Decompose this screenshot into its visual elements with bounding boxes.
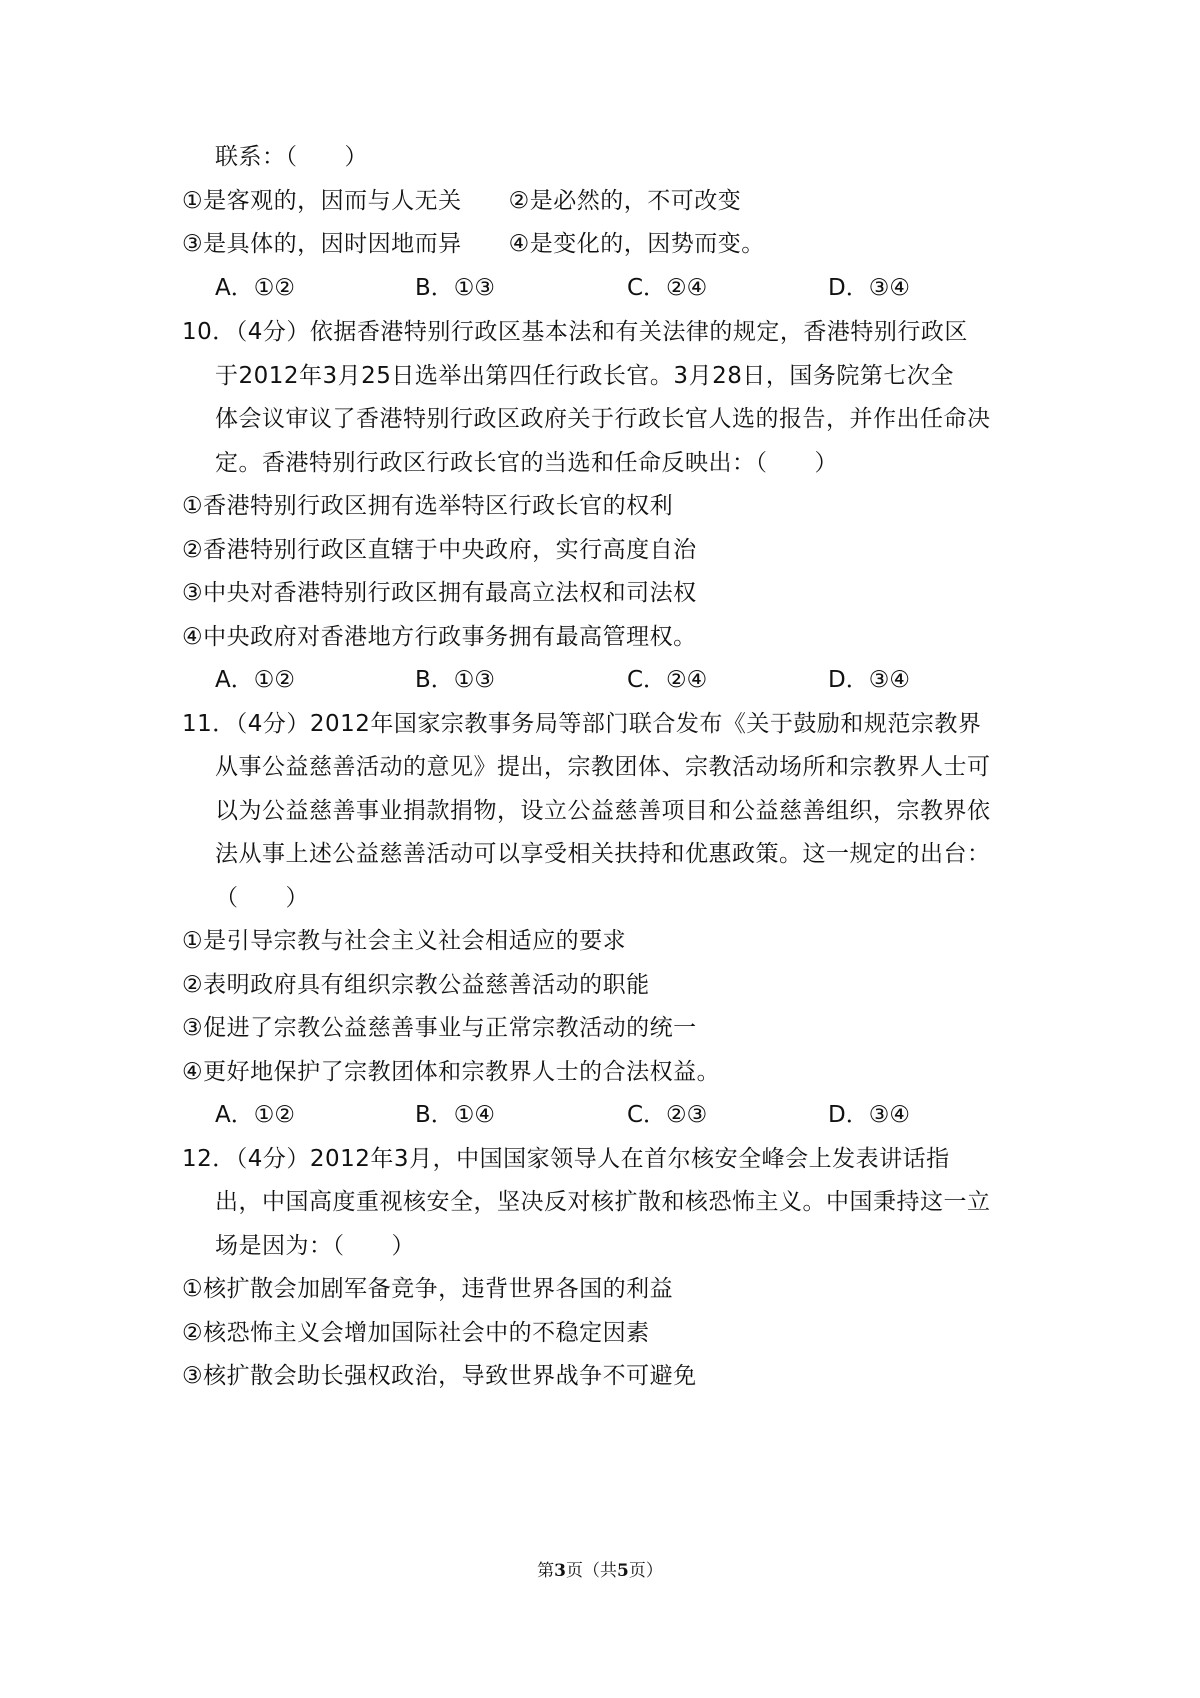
q11-choice-b[interactable]: B．①④: [415, 1102, 496, 1128]
q11-stem-line: 以为公益慈善事业捐款捐物，设立公益慈善项目和公益慈善组织，宗教界依: [215, 798, 991, 824]
q12-statement-3: ③核扩散会助长强权政治，导致世界战争不可避免: [182, 1363, 697, 1389]
q10-stem-line: 定。香港特别行政区行政长官的当选和任命反映出：（ ）: [215, 450, 838, 476]
q11-stem-line: 从事公益慈善活动的意见》提出，宗教团体、宗教活动场所和宗教界人士可: [215, 754, 991, 780]
q10-stem-line: 体会议审议了香港特别行政区政府关于行政长官人选的报告，并作出任命决: [215, 406, 991, 432]
q10-stem-line: 10．（4分）依据香港特别行政区基本法和有关法律的规定，香港特别行政区: [182, 319, 968, 345]
q10-statement-2: ②香港特别行政区直辖于中央政府，实行高度自治: [182, 537, 697, 563]
q12-stem-line: 出，中国高度重视核安全，坚决反对核扩散和核恐怖主义。中国秉持这一立: [215, 1189, 991, 1215]
q11-statement-4: ④更好地保护了宗教团体和宗教界人士的合法权益。: [182, 1059, 721, 1085]
footer-page-number: 3: [554, 1561, 566, 1581]
q11-stem-line: 11．（4分）2012年国家宗教事务局等部门联合发布《关于鼓励和规范宗教界: [182, 711, 982, 737]
q9-choice-b[interactable]: B．①③: [415, 275, 496, 301]
q9-stem-tail: 联系：（ ）: [215, 144, 368, 170]
q9-statement-line: ①是客观的，因而与人无关 ②是必然的，不可改变: [182, 188, 742, 214]
q10-stem-line: 于2012年3月25日选举出第四任行政长官。3月28日，国务院第七次全: [215, 363, 954, 389]
q10-statement-1: ①香港特别行政区拥有选举特区行政长官的权利: [182, 493, 674, 519]
q9-choice-c[interactable]: C．②④: [627, 275, 708, 301]
q11-stem-line: （ ）: [215, 885, 309, 911]
q10-choice-d[interactable]: D．③④: [828, 667, 910, 693]
q9-statement-line: ③是具体的，因时因地而异 ④是变化的，因势而变。: [182, 231, 765, 257]
footer-total-pages: 5: [617, 1561, 629, 1581]
footer-suffix: 页）: [628, 1561, 663, 1581]
q10-answer-choices: [215, 665, 935, 695]
q9-choice-a[interactable]: A．①②: [215, 275, 295, 301]
q11-choice-c[interactable]: C．②③: [627, 1102, 708, 1128]
q12-statement-2: ②核恐怖主义会增加国际社会中的不稳定因素: [182, 1320, 650, 1346]
q10-statement-4: ④中央政府对香港地方行政事务拥有最高管理权。: [182, 624, 697, 650]
q11-statement-2: ②表明政府具有组织宗教公益慈善活动的职能: [182, 972, 650, 998]
q11-statement-3: ③促进了宗教公益慈善事业与正常宗教活动的统一: [182, 1015, 697, 1041]
q11-choice-d[interactable]: D．③④: [828, 1102, 910, 1128]
q10-choice-c[interactable]: C．②④: [627, 667, 708, 693]
q10-choice-a[interactable]: A．①②: [215, 667, 295, 693]
q12-stem-line: 场是因为：（ ）: [215, 1233, 415, 1259]
q9-answer-choices: [215, 273, 935, 303]
q11-stem-line: 法从事上述公益慈善活动可以享受相关扶持和优惠政策。这一规定的出台：: [215, 841, 991, 867]
q12-statement-1: ①核扩散会加剧军备竞争，违背世界各国的利益: [182, 1276, 674, 1302]
q10-choice-b[interactable]: B．①③: [415, 667, 496, 693]
footer-prefix: 第: [537, 1561, 555, 1581]
q12-stem-line: 12．（4分）2012年3月，中国国家领导人在首尔核安全峰会上发表讲话指: [182, 1146, 950, 1172]
page-footer: [0, 1560, 1200, 1582]
q11-statement-1: ①是引导宗教与社会主义社会相适应的要求: [182, 928, 627, 954]
q10-statement-3: ③中央对香港特别行政区拥有最高立法权和司法权: [182, 580, 697, 606]
footer-mid: 页（共: [566, 1561, 617, 1581]
q11-answer-choices: [215, 1100, 935, 1130]
q9-choice-d[interactable]: D．③④: [828, 275, 910, 301]
q11-choice-a[interactable]: A．①②: [215, 1102, 295, 1128]
